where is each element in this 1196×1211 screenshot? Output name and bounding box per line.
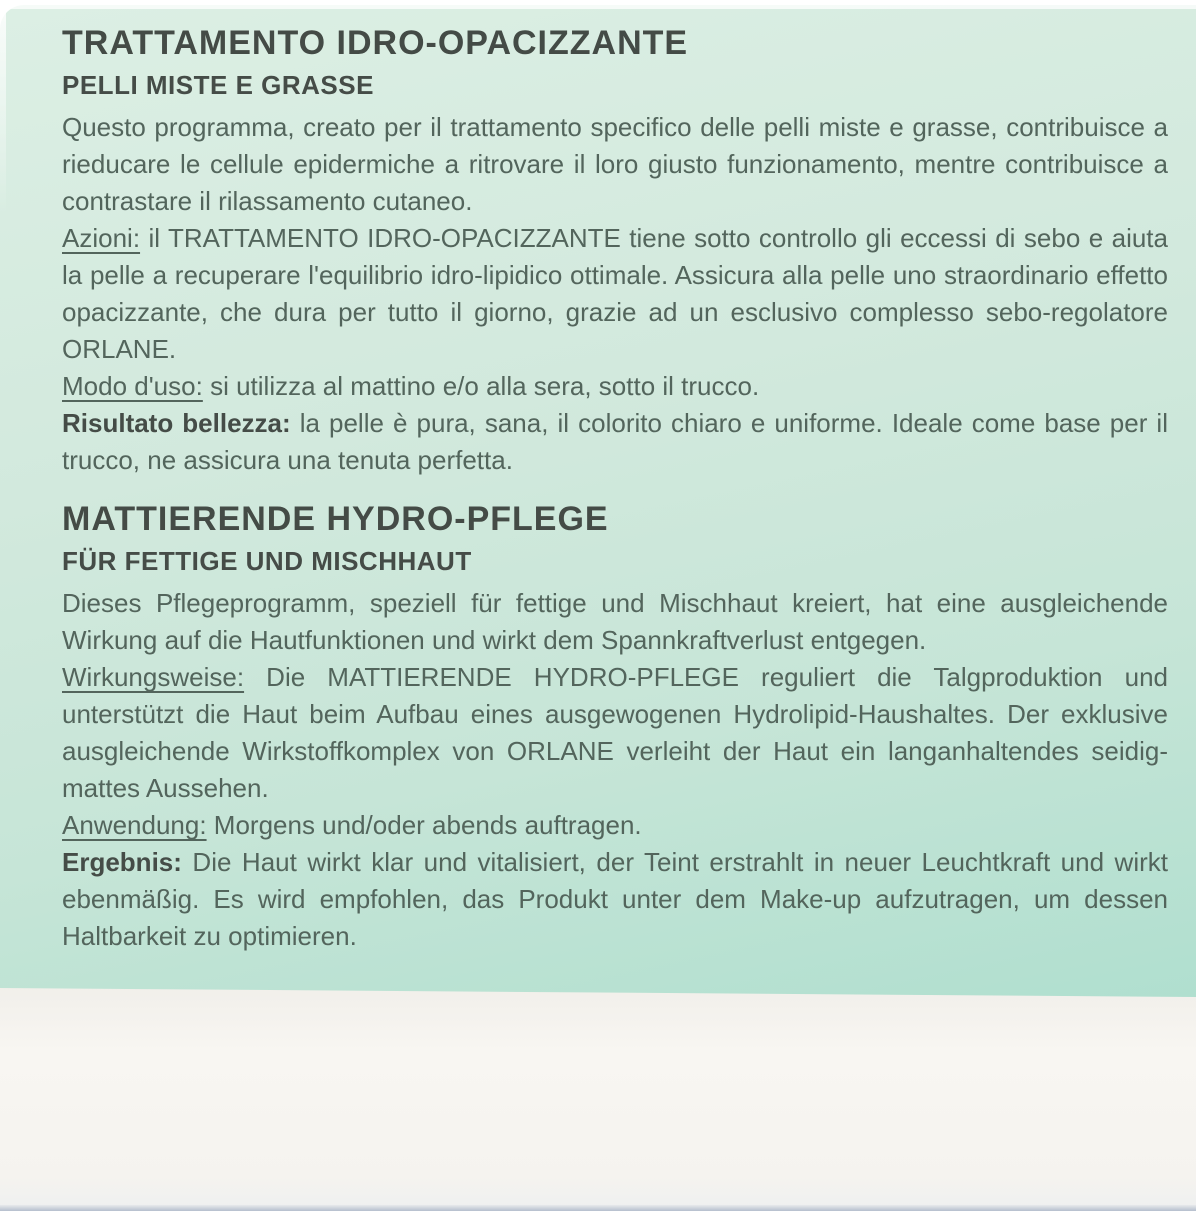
risultato-bellezza-label: Risultato bellezza: bbox=[62, 408, 291, 438]
german-title: MATTIERENDE HYDRO-PFLEGE bbox=[62, 500, 609, 538]
german-subtitle: FÜR FETTIGE UND MISCHHAUT bbox=[62, 546, 472, 576]
italian-intro-paragraph bbox=[62, 109, 1168, 220]
italian-result-paragraph bbox=[62, 405, 1168, 479]
azioni-label: Azioni: bbox=[62, 223, 141, 253]
ergebnis-text: Die Haut wirkt klar und vitalisiert, der Teint erstrahlt in neuer Leuchtkraft und wirkt ebenmäßig. Es wird empfohlen, das Produkt unter dem Make-up aufzutragen, um dessen Haltbarkeit zu optimieren. bbox=[62, 847, 1168, 951]
risultato-bellezza-text: la pelle è pura, sana, il colorito chiaro e uniforme. Ideale come base per il trucco, ne assicura una tenuta perfetta. bbox=[62, 408, 1168, 475]
german-intro-paragraph bbox=[62, 585, 1168, 659]
ergebnis-label: Ergebnis: bbox=[62, 847, 182, 877]
box-bottom-edge-shadow bbox=[0, 1205, 1196, 1211]
anwendung-label: Anwendung: bbox=[62, 810, 207, 840]
german-section bbox=[62, 501, 1168, 955]
german-usage-paragraph bbox=[62, 807, 1168, 844]
italian-actions-paragraph bbox=[62, 220, 1168, 368]
panel-text-content bbox=[0, 5, 1196, 955]
wirkungsweise-text: Die MATTIERENDE HYDRO-PFLEGE reguliert die Talgproduktion und unterstützt die Haut beim Aufbau eines ausgewogenen Hydrolipid-Haushaltes. Der exklusive ausgleichende Wirkstoffkomplex von ORLANE verleiht der Haut ein langanhaltendes seidig-mattes Aussehen. bbox=[62, 662, 1168, 803]
german-intro-text: Dieses Pflegeprogramm, speziell für fettige und Mischhaut kreiert, hat eine ausgleichende Wirkung auf die Hautfunktionen und wirkt dem Spannkraftverlust entgegen. bbox=[62, 588, 1168, 655]
anwendung-text: Morgens und/oder abends auftragen. bbox=[213, 810, 642, 840]
italian-intro-text: Questo programma, creato per il trattamento specifico delle pelli miste e grasse, contribuisce a rieducare le cellule epidermiche a ritrovare il loro giusto funzionamento, mentre contribuisce a contrastare il rilassamento cutaneo. bbox=[62, 112, 1168, 216]
italian-section bbox=[62, 25, 1168, 479]
german-actions-paragraph bbox=[62, 659, 1168, 807]
wirkungsweise-label: Wirkungsweise: bbox=[62, 662, 245, 692]
box-bottom-face bbox=[0, 985, 1196, 1211]
modo-duso-text: si utilizza al mattino e/o alla sera, sotto il trucco. bbox=[210, 371, 760, 401]
italian-subtitle: PELLI MISTE E GRASSE bbox=[62, 70, 374, 100]
german-result-paragraph bbox=[62, 844, 1168, 955]
italian-title: TRATTAMENTO IDRO-OPACIZZANTE bbox=[62, 24, 689, 62]
italian-usage-paragraph bbox=[62, 368, 1168, 405]
modo-duso-label: Modo d'uso: bbox=[62, 371, 203, 401]
azioni-text: il TRATTAMENTO IDRO-OPACIZZANTE tiene sotto controllo gli eccessi di sebo e aiuta la pelle a recuperare l'equilibrio idro-lipidico ottimale. Assicura alla pelle uno straordinario effetto opacizzante, che dura per tutto il giorno, grazie ad un esclusivo complesso sebo-regolatore ORLANE. bbox=[62, 223, 1168, 364]
